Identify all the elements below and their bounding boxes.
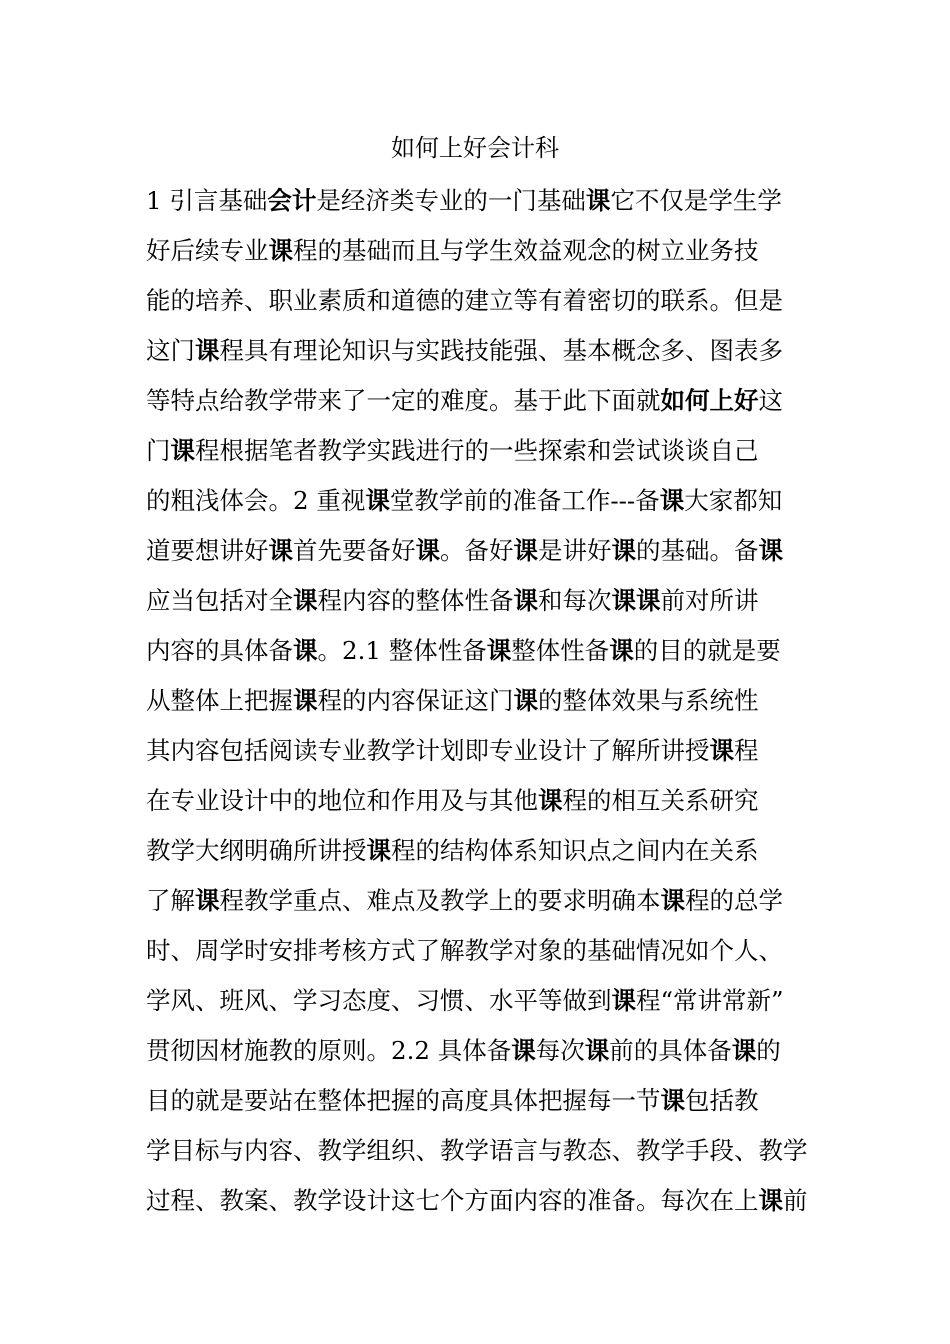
text-segment: 大家都知 — [684, 486, 783, 515]
text-segment: 过程、教案、教学设计这七个方面内容的准备。每次在上 — [146, 1186, 759, 1215]
text-segment: 程的内容保证这门 — [317, 686, 514, 715]
document-title: 如何上好会计科 — [391, 134, 559, 162]
text-line — [146, 1126, 812, 1176]
highlighted-keyword: 课 — [170, 436, 195, 465]
text-line — [146, 276, 812, 326]
text-segment: 目的就是要站在整体把握的高度具体把握每一节 — [146, 1086, 661, 1115]
text-segment: 。2.1 整体性备 — [317, 636, 487, 665]
text-segment: 学风、班风、学习态度、习惯、水平等做到 — [146, 986, 612, 1015]
highlighted-keyword: 课 — [611, 986, 636, 1015]
text-segment: 程根据笔者教学实践进行的一些探索和尝试谈谈自己 — [195, 436, 759, 465]
highlighted-keyword: 课 — [758, 536, 783, 565]
text-segment: 。备好 — [440, 536, 514, 565]
highlighted-keyword: 如何上好 — [660, 386, 759, 415]
highlighted-keyword: 课 — [513, 586, 538, 615]
text-segment: 程“常讲常新” — [636, 986, 784, 1015]
text-segment: 程的总学 — [685, 886, 783, 915]
text-segment: 在专业设计中的地位和作用及与其他 — [146, 786, 538, 815]
text-segment: 程的基础而且与学生效益观念的树立业务技 — [293, 236, 759, 265]
text-line — [146, 226, 812, 276]
text-segment: 教学大纲明确所讲授 — [146, 836, 367, 865]
highlighted-keyword: 课 — [609, 636, 634, 665]
text-segment: 从整体上把握 — [146, 686, 293, 715]
text-segment: 应当包括对全 — [146, 586, 293, 615]
highlighted-keyword: 课 — [268, 536, 293, 565]
text-segment: 这 — [758, 386, 783, 415]
text-segment: 门 — [146, 436, 171, 465]
text-segment: 其内容包括阅读专业教学计划即专业设计了解所讲授 — [146, 736, 710, 765]
text-segment: 程具有理论知识与实践技能强、基本概念多、图表多 — [219, 336, 783, 365]
text-segment: 1 引言基础 — [146, 186, 268, 215]
text-segment: 这门 — [146, 336, 195, 365]
highlighted-keyword: 课 — [365, 486, 390, 515]
text-line — [146, 326, 812, 376]
text-segment: 程教学重点、难点及教学上的要求明确本 — [219, 886, 661, 915]
text-segment: 的目的就是要 — [633, 636, 781, 665]
text-segment: 的粗浅体会。2 重视 — [146, 486, 366, 515]
text-segment: 前对所讲 — [660, 586, 759, 615]
highlighted-keyword: 课 — [758, 1186, 783, 1215]
highlighted-keyword: 课 — [513, 536, 538, 565]
highlighted-keyword: 课 — [709, 736, 734, 765]
text-segment: 贯彻因材施教的原则。2.2 具体备 — [146, 1036, 512, 1065]
text-segment: 它不仅是学生学 — [610, 186, 782, 215]
highlighted-keyword: 课 — [366, 836, 391, 865]
text-line — [146, 176, 812, 226]
text-line — [146, 926, 812, 976]
text-line — [146, 726, 812, 776]
text-line — [146, 1076, 812, 1126]
text-segment: 内容的具体备 — [146, 636, 293, 665]
text-line — [146, 576, 812, 626]
text-segment: 首先要备好 — [293, 536, 416, 565]
highlighted-keyword: 课 — [293, 586, 318, 615]
text-line — [146, 476, 812, 526]
highlighted-keyword: 课 — [731, 1036, 757, 1065]
text-segment: 的基础。备 — [636, 536, 759, 565]
text-segment: 道要想讲好 — [146, 536, 269, 565]
text-line — [146, 676, 812, 726]
text-segment: 是讲好 — [538, 536, 612, 565]
highlighted-keyword: 课 — [659, 486, 685, 515]
highlighted-keyword: 课 — [611, 536, 636, 565]
text-segment: 前 — [783, 1186, 808, 1215]
text-segment: 堂教学前的准备工作---备 — [389, 486, 660, 515]
text-segment: 和每次 — [538, 586, 612, 615]
highlighted-keyword: 课 — [268, 236, 293, 265]
text-segment: 好后续专业 — [146, 236, 269, 265]
text-segment: 的整体效果与系统性 — [538, 686, 759, 715]
text-segment: 是经济类专业的一门基础 — [316, 186, 586, 215]
highlighted-keyword: 课 — [585, 186, 611, 215]
text-segment: 等特点给教学带来了一定的难度。基于此下面就 — [146, 386, 661, 415]
highlighted-keyword: 课 — [195, 336, 220, 365]
highlighted-keyword: 课 — [415, 536, 440, 565]
text-line — [146, 426, 812, 476]
highlighted-keyword: 课 — [511, 1036, 536, 1065]
highlighted-keyword: 课 — [513, 686, 538, 715]
text-line — [146, 1176, 812, 1226]
text-line — [146, 776, 812, 826]
text-segment: 学目标与内容、教学组织、教学语言与教态、教学手段、教学 — [146, 1136, 808, 1165]
text-segment: 前的具体备 — [609, 1036, 732, 1065]
highlighted-keyword: 会计 — [267, 186, 317, 215]
text-segment: 程 — [734, 736, 759, 765]
highlighted-keyword: 课课 — [611, 586, 661, 615]
text-segment: 每次 — [535, 1036, 585, 1065]
text-line — [146, 976, 812, 1026]
text-line — [146, 1026, 812, 1076]
highlighted-keyword: 课 — [538, 786, 563, 815]
text-segment: 时、周学时安排考核方式了解教学对象的基础情况如个人、 — [146, 936, 783, 965]
text-segment: 的 — [756, 1036, 781, 1065]
highlighted-keyword: 课 — [660, 886, 685, 915]
text-segment: 包括教 — [685, 1086, 759, 1115]
text-segment: 了解 — [146, 886, 195, 915]
text-line — [146, 376, 812, 426]
text-line — [146, 526, 812, 576]
highlighted-keyword: 课 — [660, 1086, 685, 1115]
highlighted-keyword: 课 — [486, 636, 512, 665]
highlighted-keyword: 课 — [584, 1036, 610, 1065]
text-segment: 能的培养、职业素质和道德的建立等有着密切的联系。但是 — [146, 286, 783, 315]
highlighted-keyword: 课 — [293, 686, 318, 715]
text-segment: 整体性备 — [511, 636, 610, 665]
highlighted-keyword: 课 — [195, 886, 220, 915]
text-segment: 程的结构体系知识点之间内在关系 — [391, 836, 759, 865]
text-line — [146, 826, 812, 876]
text-line — [146, 876, 812, 926]
document-body — [146, 176, 812, 1226]
text-line — [146, 626, 812, 676]
highlighted-keyword: 课 — [293, 636, 318, 665]
text-segment: 程的相互关系研究 — [562, 786, 759, 815]
text-segment: 程内容的整体性备 — [317, 586, 514, 615]
